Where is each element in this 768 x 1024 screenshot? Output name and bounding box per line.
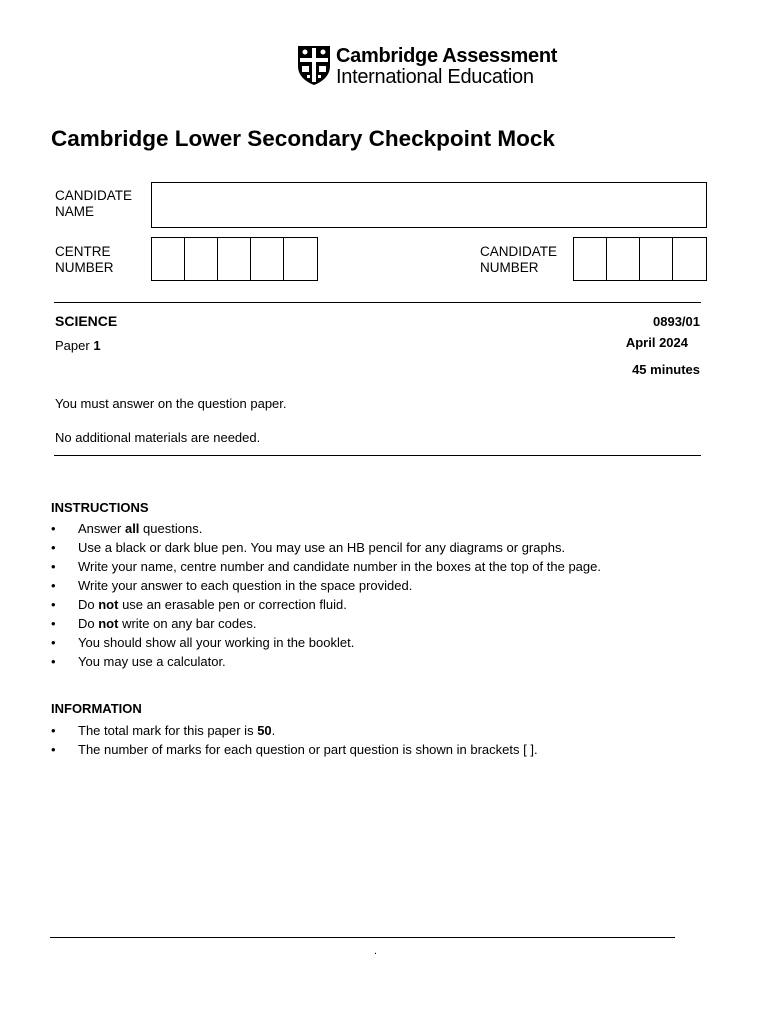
candidate-number-digit-box[interactable] [607,238,640,280]
footer-mark: . [374,945,378,957]
candidate-number-digit-box[interactable] [640,238,673,280]
information-item [51,740,538,759]
instruction-item [51,538,601,557]
centre-number-digit-box[interactable] [185,238,218,280]
centre-number-boxes[interactable] [151,237,318,281]
item-text: Write your name, centre number and candidate number in the boxes at the top of the page. [78,559,601,574]
emphasis-text: not [98,616,119,631]
candidate-name-label: CANDIDATE NAME [55,188,133,219]
item-text: The number of marks for each question or part question is shown in brackets [ ]. [78,742,538,757]
centre-number-digit-box[interactable] [251,238,284,280]
instruction-item [51,595,601,614]
divider-bottom [54,455,701,456]
instruction-item [51,557,601,576]
centre-number-label: CENTRE NUMBER [55,244,114,275]
page-title: Cambridge Lower Secondary Checkpoint Mock [51,126,555,151]
instruction-item [51,576,601,595]
answer-note: You must answer on the question paper. [55,396,287,411]
logo-line-2: International Education [336,66,534,88]
paper-number: Paper 1 [55,338,101,353]
item-text: You may use a calculator. [78,654,226,669]
item-text: Answer [78,521,125,536]
information-list [51,721,538,759]
item-text: . [271,723,276,738]
emphasis-text: not [98,597,119,612]
exam-date: April 2024 [625,335,688,350]
item-text: questions. [139,521,203,536]
item-text: write on any bar codes. [118,616,257,631]
candidate-number-label: CANDIDATE NUMBER [480,244,558,275]
instruction-item [51,652,601,671]
emphasis-text: 50 [257,723,272,738]
paper-code: 0893/01 [653,314,700,329]
divider-top [54,302,701,303]
item-text: Write your answer to each question in the space provided. [78,578,413,593]
item-text: Do [78,597,99,612]
candidate-number-digit-box[interactable] [673,238,706,280]
instruction-item [51,519,601,538]
footer-rule [50,937,675,938]
centre-number-digit-box[interactable] [152,238,185,280]
centre-number-digit-box[interactable] [284,238,317,280]
instruction-item [51,614,601,633]
logo-line-1: Cambridge Assessment [336,45,558,67]
item-text: Do [78,616,99,631]
item-text: use an erasable pen or correction fluid. [118,597,347,612]
materials-note: No additional materials are needed. [55,430,261,445]
item-text: The total mark for this paper is [78,723,258,738]
candidate-number-boxes[interactable] [573,237,707,281]
candidate-number-digit-box[interactable] [574,238,607,280]
cambridge-logo [296,44,558,88]
exam-duration: 45 minutes [632,362,700,377]
subject: SCIENCE [55,313,118,329]
instructions-list [51,519,601,671]
item-text: You should show all your working in the booklet. [78,635,355,650]
emphasis-text: all [124,521,140,536]
item-text: Use a black or dark blue pen. You may use an HB pencil for any diagrams or graphs. [78,540,566,555]
candidate-name-field[interactable] [151,182,707,228]
information-heading: INFORMATION [51,701,142,716]
centre-number-digit-box[interactable] [218,238,251,280]
crest-icon [296,44,332,86]
information-item [51,721,538,740]
instruction-item [51,633,601,652]
instructions-heading: INSTRUCTIONS [51,500,149,515]
